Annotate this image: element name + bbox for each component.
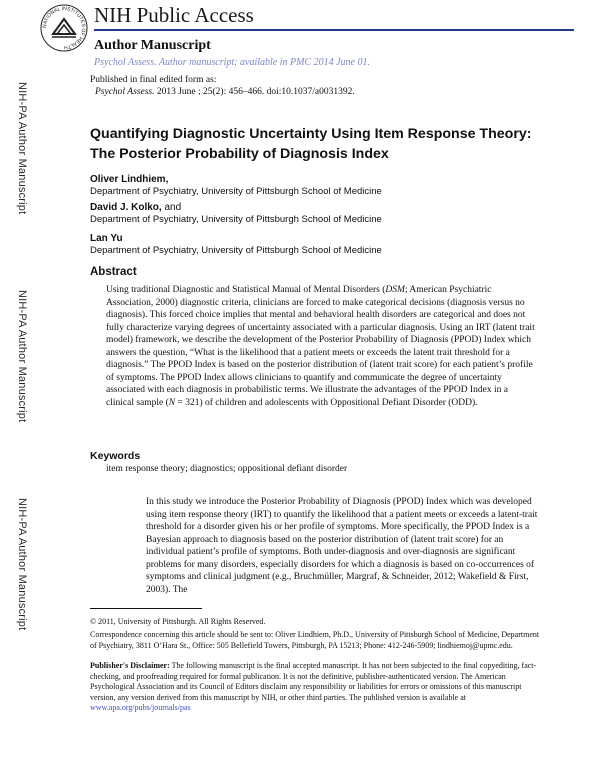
citation-details: 2013 June ; 25(2): 456–466. doi:10.1037/a0031392. (154, 87, 355, 97)
citation (95, 87, 355, 97)
nih-logo (40, 4, 88, 52)
author-name: Lan Yu (90, 233, 123, 244)
nih-public-access-title: NIH Public Access (94, 3, 254, 27)
author-name: Oliver Lindhiem, (90, 174, 169, 185)
body-paragraph: In this study we introduce the Posterior Probability of Diagnosis (PPOD) Index which was developed using item response theory (IRT) to quantify the likelihood that a patient meets or exceeds a latent-trait threshold for a disorder given his or her profile of symptoms. More specifically, the PPOD Index is a Bayesian approach to diagnosis based on the posterior distribution of (latent trait score) for an individual patient’s profile of symptoms. Both under-diagnosis and over-diagnosis are significant problems for many disorders, especially disorders for which a diagnosis is based on co-occurrences of symptoms and clinical judgment (e.g., Bruchmüller, Margraf, & Schneider, 2012; Wakefield & First, 2003). The (146, 497, 538, 595)
footnote-rule (90, 608, 202, 609)
side-label-top: NIH-PA Author Manuscript (16, 82, 28, 215)
published-in-label: Published in final edited form as: (90, 75, 217, 85)
side-label-bottom: NIH-PA Author Manuscript (16, 498, 28, 631)
article-title: Quantifying Diagnostic Uncertainty Using Item Response Theory: The Posterior Probability of Diagnosis Index (90, 126, 532, 162)
svg-text:NATIONAL INSTITUTES OF HEALTH (42, 6, 86, 50)
abstract-text: Using traditional Diagnostic and Statistical Manual of Mental Disorders (DSM; American Psychiatric Association, 2000) diagnostic criteria, clinicians are forced to make categorical decisions (diagnosis versus no diagnosis). This forced choice implies that mental and behavioral health disorders are categorical and does not fully characterize varying degrees of uncertainty associated with a particular diagnosis. Using an IRT (latent trait model) framework, we describe the development of the Posterior Probability of Diagnosis (PPOD) Index which answers the question, “What is the likelihood that a patient meets or exceeds the latent trait threshold for a diagnosis.” The PPOD Index is based on the posterior distribution of (latent trait score) for each patient’s profile of symptoms. The PPOD Index allows clinicians to quantify and communicate the degree of uncertainty associated with each diagnosis in probabilistic terms. We illustrate the advantages of the PPOD Index in a clinical sample (N = 321) of children and adolescents with Oppositional Defiant Disorder (ODD). (106, 285, 535, 408)
keywords-heading: Keywords (90, 450, 141, 462)
side-label-middle: NIH-PA Author Manuscript (16, 290, 28, 423)
apa-journal-link[interactable]: www.apa.org/pubs/journals/pas (90, 703, 191, 712)
author-affiliation: Department of Psychiatry, University of Pittsburgh School of Medicine (90, 214, 382, 225)
author-affiliation: Department of Psychiatry, University of Pittsburgh School of Medicine (90, 186, 382, 197)
logo-ring-text: NATIONAL INSTITUTES OF HEALTH (41, 5, 87, 51)
header-rule (94, 29, 574, 31)
author-affiliation: Department of Psychiatry, University of Pittsburgh School of Medicine (90, 245, 382, 256)
publisher-disclaimer: Publisher's Disclaimer: The following manuscript is the final accepted manuscript. It has not been subjected to the final copyediting, fact-checking, and proofreading required for formal publication. It is not the definitive, publisher-authenticated version. The American Psychological Association and its Council of Editors disclaim any responsibility or liabilities for errors or omissions of this manuscript version, any version derived from this manuscript by NIH, or other third parties. The published version is available at www.apa.org/pubs/journals/pas (90, 661, 537, 712)
copyright-notice: © 2011, University of Pittsburgh. All Rights Reserved. (90, 617, 266, 626)
author-name: David J. Kolko, and (90, 202, 182, 213)
abstract-heading: Abstract (90, 266, 137, 278)
author-manuscript-label: Author Manuscript (94, 38, 211, 53)
keywords-text: item response theory; diagnostics; oppositional defiant disorder (106, 464, 348, 474)
correspondence-note: Correspondence concerning this article should be sent to: Oliver Lindhiem, Ph.D., University of Pittsburgh School of Medicine, Department of Psychiatry, 3811 O’Hara St., Office: 505 Bellefield Towers, Pittsburgh, PA 15213; Phone: 412-246-5909; lindhiemoj@upmc.edu. (90, 630, 540, 650)
journal-name: Psychol Assess. (95, 87, 155, 97)
availability-line: Psychol Assess. Author manuscript; available in PMC 2014 June 01. (94, 57, 370, 68)
